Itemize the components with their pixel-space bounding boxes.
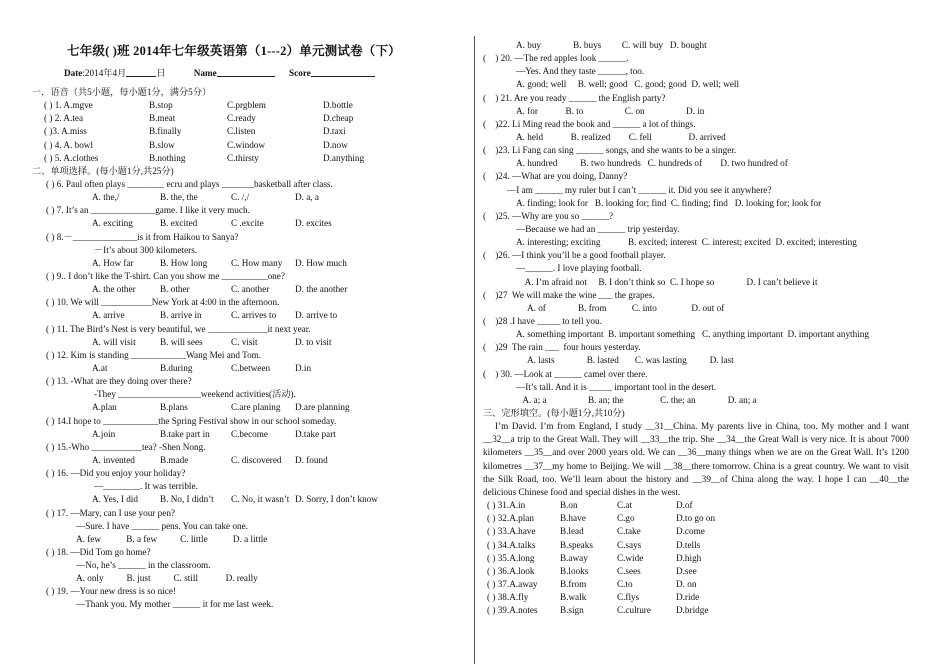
- cloze-option-c: C.culture: [617, 605, 651, 616]
- name-blank[interactable]: [217, 67, 275, 77]
- question-line: ( ) 21. Are you ready ______ the English party?: [483, 92, 666, 103]
- options-row: [32, 362, 462, 375]
- section-heading: 二、单项选择。(每小题1分,共25分): [32, 165, 174, 176]
- question-row: [32, 125, 462, 138]
- answer-option: C. another: [231, 284, 270, 295]
- question-line: ( ) 10. We will ___________New York at 4:00 in the afternoon.: [46, 297, 280, 308]
- exam-title: 七年级( )班 2014年七年级英语第（1---2）单元测试卷（下）: [67, 44, 401, 58]
- answer-option: A. How far: [92, 257, 134, 268]
- question-line: A. something important B. important something C. anything important D. important anything: [516, 329, 869, 340]
- answer-option: C. discovered: [231, 454, 282, 465]
- cloze-row: [483, 565, 913, 578]
- cloze-option-d: D. on: [676, 578, 697, 589]
- question-line: ( ) 14.I hope to ____________the Spring Festival show in our school someday.: [46, 415, 337, 426]
- cloze-row: [483, 578, 913, 591]
- options-row: [32, 257, 462, 270]
- option-d: D.cheap: [323, 113, 354, 124]
- option-c: C.ready: [227, 113, 256, 124]
- question-line: ( ) 30. —Look at ______ camel over there.: [483, 368, 648, 379]
- date-value: :2014年4月: [82, 68, 127, 78]
- answer-option: D.are planning: [295, 402, 350, 413]
- question-line: A. few B. a few C. little D. a little: [76, 533, 268, 544]
- cloze-passage: I’m David. I’m from England, I study __31__China. My parents live in China, too. My mother and I want __32__a trip to the Great Wall. They will __33__the trip. She __34__the Great Wall is very nice. It is about 7000 kilometers __35__and over 2000 years old. We can __36__many things when we are on the Great Wall. It’s 1200 kilometres __37__my home to Beijing. We will __38__there tomorrow. China is a great country. We want to visit the Silk Road, too. We’ll learn about the history and __39__of China along the way. I hope I can __40__the delicious Chinese food and special dishes in the west.: [483, 421, 909, 498]
- question-line: ( ) 11. The Bird’s Nest is very beautiful, we _____________it next year.: [46, 323, 311, 334]
- option-b: B.finally: [149, 126, 182, 137]
- question-line: A. buy B. buys C. will buy D. bought: [516, 40, 707, 50]
- cloze-option-d: D.come: [676, 526, 705, 537]
- question-line: －It’s about 300 kilometers.: [94, 244, 198, 255]
- question-line: —________. It was terrible.: [94, 481, 198, 492]
- section-single-choice: [32, 165, 462, 612]
- single-choice-continued: [483, 39, 913, 407]
- question-line: A. only B. just C. still D. really: [76, 573, 258, 584]
- answer-option: B. How long: [160, 257, 208, 268]
- answer-option: B.made: [160, 454, 189, 465]
- option-d: D.bottle: [323, 100, 353, 111]
- answer-option: A. the other: [92, 284, 136, 295]
- cloze-option-b: B.have: [560, 513, 586, 524]
- option-c: C.thirsty: [227, 152, 259, 163]
- answer-option: C. /,/: [231, 192, 250, 203]
- question-line: —Yes. And they taste ______, too.: [516, 66, 645, 77]
- question-line: ( )28 .I have _____ to tell you.: [483, 315, 602, 326]
- cloze-row: [483, 591, 913, 604]
- cloze-option-a: ( ) 32.A.plan: [487, 513, 534, 524]
- question-line: —Thank you. My mother ______ it for me last week.: [76, 599, 274, 610]
- cloze-option-b: B.lead: [560, 526, 584, 537]
- question-line: —No, he’s ______ in the classroom.: [76, 560, 211, 571]
- date-suffix: 日: [156, 68, 166, 78]
- cloze-option-a: ( ) 31.A.in: [487, 500, 526, 511]
- options-row: [32, 401, 462, 414]
- question-line: ( )27 We will make the wine ___ the grapes.: [483, 289, 655, 300]
- question-line: A. I’m afraid not B. I don’t think so C. I hope so D. I can’t believe it: [516, 276, 818, 287]
- cloze-row: [483, 499, 913, 512]
- answer-option: B. will sees: [160, 336, 203, 347]
- cloze-option-c: C.to: [617, 578, 633, 589]
- question-line: ( )26. —I think you’ll be a good football player.: [483, 250, 666, 261]
- question-line: ( ) 20. —The red apples look ______.: [483, 53, 629, 64]
- question-number-option-a: ( ) 5. A.clothes: [44, 152, 99, 163]
- question-line: ( ) 19. —Your new dress is so nice!: [46, 586, 176, 597]
- answer-option: D. How much: [295, 257, 347, 268]
- question-line: ( ) 15.-Who ___________tea? -Shen Nong.: [46, 441, 206, 452]
- cloze-option-d: D.bridge: [676, 605, 709, 616]
- answer-option: A. invented: [92, 454, 135, 465]
- question-line: ( )24. —What are you doing, Danny?: [483, 171, 628, 182]
- question-line: —I am ______ my ruler but I can’t ______ it. Did you see it anywhere?: [507, 184, 772, 195]
- name-label: Name: [193, 68, 217, 78]
- question-row: [32, 99, 462, 112]
- cloze-option-d: D.tells: [676, 539, 701, 550]
- option-c: C.prgblem: [227, 100, 266, 111]
- cloze-option-d: D.to go on: [676, 513, 716, 524]
- question-line: ( ) 13. -What are they doing over there?: [46, 376, 192, 387]
- question-line: A. held B. realized C. fell D. arrived: [516, 131, 726, 142]
- question-line: ( ) 6. Paul often plays ________ ecru and plays _______basketball after class.: [46, 178, 333, 189]
- option-d: D.taxi: [323, 126, 346, 137]
- answer-option: D. Sorry, I don’t know: [295, 494, 378, 505]
- cloze-row: [483, 512, 913, 525]
- answer-option: D. found: [295, 454, 328, 465]
- date-label: Date: [64, 68, 83, 78]
- answer-option: D. excites: [295, 218, 332, 229]
- answer-option: A.join: [92, 428, 116, 439]
- score-label: Score: [289, 68, 311, 78]
- question-line: ( ) 12. Kim is standing ____________Wang Mei and Tom.: [46, 349, 262, 360]
- cloze-option-b: B.looks: [560, 565, 589, 576]
- question-line: -They __________________weekend activities(活动).: [94, 389, 296, 400]
- question-line: ( )29 The rain ___ four hours yesterday.: [483, 342, 641, 353]
- answer-option: D. arrive to: [295, 310, 338, 321]
- question-line: A. for B. to C. on D. in: [516, 105, 705, 116]
- answer-option: B.plans: [160, 402, 188, 413]
- answer-option: A.plan: [92, 402, 117, 413]
- cloze-items: [483, 499, 913, 617]
- left-column: [32, 0, 462, 671]
- cloze-row: [483, 552, 913, 565]
- question-line: A. a; a B. an; the C. the; an D. an; a: [516, 394, 757, 405]
- cloze-option-c: C.take: [617, 526, 641, 537]
- question-line: ( ) 7. It’s an ______________game. I like it very much.: [46, 205, 250, 216]
- answer-option: B. the, the: [160, 192, 198, 203]
- answer-option: D. the another: [295, 284, 348, 295]
- cloze-option-d: D.of: [676, 500, 693, 511]
- single-choice-items: [32, 178, 462, 612]
- question-number-option-a: ( ) 2. A.tea: [44, 113, 84, 124]
- option-b: B.meat: [149, 113, 176, 124]
- cloze-option-d: D.ride: [676, 591, 700, 602]
- question-line: ( )25. —Why are you so ______?: [483, 210, 614, 221]
- options-row: [32, 428, 462, 441]
- day-blank[interactable]: [126, 67, 156, 77]
- header-meta: [32, 67, 462, 80]
- option-c: C.window: [227, 139, 266, 150]
- answer-option: C.become: [231, 428, 268, 439]
- question-number-option-a: ( )3. A.miss: [44, 126, 87, 137]
- cloze-option-b: B.away: [560, 552, 588, 563]
- answer-option: C.between: [231, 362, 271, 373]
- answer-option: C.are planing: [231, 402, 281, 413]
- answer-option: B. arrive in: [160, 310, 202, 321]
- option-b: B.slow: [149, 139, 175, 150]
- cloze-option-c: C.wide: [617, 552, 644, 563]
- cloze-option-c: C.says: [617, 539, 642, 550]
- question-row: [32, 112, 462, 125]
- answer-option: C .excite: [231, 218, 264, 229]
- cloze-row: [483, 525, 913, 538]
- cloze-option-b: B.sign: [560, 605, 584, 616]
- question-line: —It’s tall. And it is _____ important tool in the desert.: [516, 381, 717, 392]
- answer-option: C. No, it wasn’t: [231, 494, 290, 505]
- cloze-option-d: D.see: [676, 565, 697, 576]
- section-phonetics: [32, 86, 462, 165]
- question-line: ( )22. Li Ming read the book and ______ a lot of things.: [483, 118, 696, 129]
- cloze-option-b: B.speaks: [560, 539, 593, 550]
- options-row: [32, 336, 462, 349]
- cloze-option-b: B.on: [560, 500, 578, 511]
- options-row: [32, 283, 462, 296]
- question-line: ( ) 8.－______________is it from Haikou to Sanya?: [46, 231, 239, 242]
- question-line: A. lasts B. lasted C. was lasting D. last: [516, 355, 734, 366]
- answer-option: B. No, I didn’t: [160, 494, 214, 505]
- answer-option: A. arrive: [92, 310, 125, 321]
- answer-option: A. Yes, I did: [92, 494, 138, 505]
- cloze-option-a: ( ) 36.A.look: [487, 565, 535, 576]
- cloze-option-d: D.high: [676, 552, 702, 563]
- answer-option: D. to visit: [295, 336, 332, 347]
- right-column: [483, 0, 913, 671]
- cloze-option-b: B.walk: [560, 591, 587, 602]
- answer-option: D.take part: [295, 428, 336, 439]
- options-row: [32, 454, 462, 467]
- option-b: B.nothing: [149, 152, 186, 163]
- question-line: ( ) 18. —Did Tom go home?: [46, 546, 151, 557]
- answer-option: B. excited: [160, 218, 198, 229]
- answer-option: C. visit: [231, 336, 258, 347]
- option-b: B.stop: [149, 100, 173, 111]
- cloze-option-c: C.sees: [617, 565, 641, 576]
- answer-option: D.in: [295, 362, 312, 373]
- question-row: [32, 139, 462, 152]
- question-line: A. of B. from C. into D. out of: [516, 302, 725, 313]
- option-d: D.now: [323, 139, 348, 150]
- question-row: [32, 152, 462, 165]
- answer-option: D. a, a: [295, 192, 319, 203]
- score-blank[interactable]: [311, 67, 375, 77]
- question-line: ( )23. Li Fang can sing ______ songs, and she wants to be a singer.: [483, 145, 737, 156]
- question-line: ( ) 16. —Did you enjoy your holiday?: [46, 468, 186, 479]
- option-d: D.anything: [323, 152, 365, 163]
- cloze-option-c: C.flys: [617, 591, 640, 602]
- question-line: —______. I love playing football.: [516, 263, 642, 274]
- cloze-option-c: C.go: [617, 513, 635, 524]
- answer-option: B. other: [160, 284, 190, 295]
- question-line: A. hundred B. two hundreds C. hundreds of D. two hundred of: [516, 158, 788, 169]
- cloze-option-a: ( ) 33.A.have: [487, 526, 536, 537]
- cloze-option-a: ( ) 37.A.away: [487, 578, 538, 589]
- question-number-option-a: ( ) 4. A. bowl: [44, 139, 93, 150]
- question-line: —Because we had an ______ trip yesterday.: [516, 223, 680, 234]
- phonetics-items: [32, 99, 462, 165]
- cloze-option-a: ( ) 39.A.notes: [487, 605, 538, 616]
- answer-option: A. the,/: [92, 192, 120, 203]
- cloze-row: [483, 539, 913, 552]
- options-row: [32, 217, 462, 230]
- section-heading: 三、完形填空。(每小题1分,共10分): [483, 407, 625, 418]
- cloze-option-b: B.from: [560, 578, 587, 589]
- cloze-option-a: ( ) 38.A.fly: [487, 591, 529, 602]
- question-line: ( ) 17. —Mary, can I use your pen?: [46, 507, 176, 518]
- cloze-option-a: ( ) 34.A.talks: [487, 539, 536, 550]
- answer-option: B.during: [160, 362, 193, 373]
- question-line: A. interesting; exciting B. excited; interest C. interest; excited D. excited; interesting: [516, 237, 857, 248]
- cloze-option-a: ( ) 35.A.long: [487, 552, 535, 563]
- answer-option: A. will visit: [92, 336, 136, 347]
- answer-option: C. arrives to: [231, 310, 277, 321]
- question-number-option-a: ( ) 1. A.mgve: [44, 100, 93, 111]
- options-row: [32, 493, 462, 506]
- option-c: C.listen: [227, 126, 256, 137]
- answer-option: B.take part in: [160, 428, 210, 439]
- cloze-option-c: C.at: [617, 500, 633, 511]
- options-row: [32, 309, 462, 322]
- question-line: —Sure. I have ______ pens. You can take one.: [76, 520, 248, 531]
- options-row: [32, 191, 462, 204]
- answer-option: A.at: [92, 362, 108, 373]
- section-heading: 一．语音（共5小题，每小题1分，满分5分）: [32, 87, 212, 97]
- question-line: A. good; well B. well; good C. good; good D. well; well: [516, 79, 740, 90]
- question-line: ( ) 9.. I don’t like the T-shirt. Can you show me __________one?: [46, 270, 285, 281]
- column-divider: [474, 36, 475, 664]
- answer-option: A. exciting: [92, 218, 133, 229]
- answer-option: C. How many: [231, 257, 283, 268]
- question-line: A. finding; look for B. looking for; find C. finding; find D. looking for; look for: [516, 197, 822, 208]
- cloze-row: [483, 604, 913, 617]
